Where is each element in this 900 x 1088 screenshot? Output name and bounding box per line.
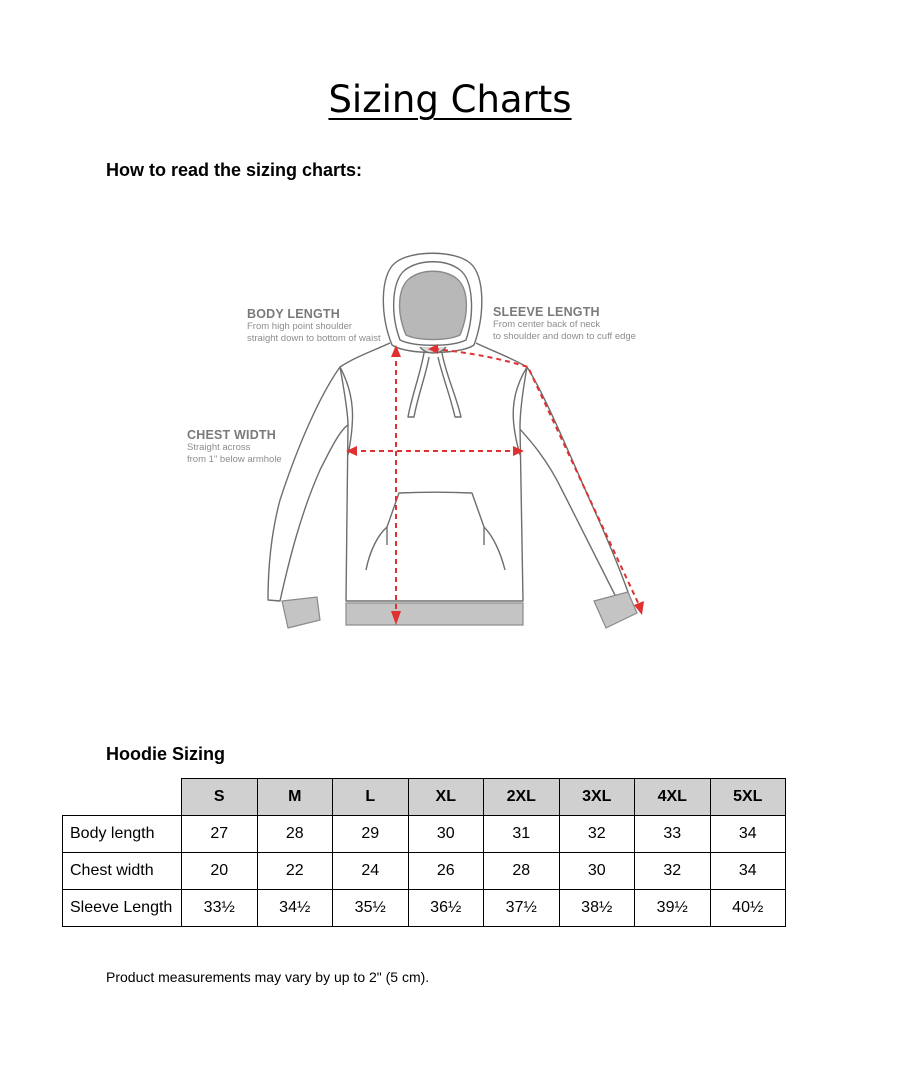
size-header-5xl: 5XL [710,779,786,816]
table-cell: 28 [484,853,560,890]
table-cell: 30 [559,853,635,890]
row-label: Chest width [63,853,182,890]
table-cell: 28 [257,816,333,853]
table-cell: 38½ [559,890,635,927]
chest-width-desc-2: from 1" below armhole [187,454,282,465]
table-cell: 34 [710,853,786,890]
table-row [63,853,786,890]
table-cell: 35½ [333,890,409,927]
table-cell: 22 [257,853,333,890]
table-cell: 27 [182,816,258,853]
table-cell: 34 [710,816,786,853]
size-header-2xl: 2XL [484,779,560,816]
table-cell: 20 [182,853,258,890]
table-cell: 30 [408,816,484,853]
table-cell: 24 [333,853,409,890]
body-length-desc-1: From high point shoulder [247,321,353,332]
hoodie-sizing-heading: Hoodie Sizing [106,744,225,764]
table-cell: 39½ [635,890,711,927]
row-label: Sleeve Length [63,890,182,927]
size-header-xl: XL [408,779,484,816]
sleeve-length-desc-1: From center back of neck [493,319,601,330]
page-title: Sizing Charts [328,78,572,121]
table-cell: 29 [333,816,409,853]
table-cell: 26 [408,853,484,890]
size-header-s: S [182,779,258,816]
measurement-footnote: Product measurements may vary by up to 2" (5 cm). [106,969,430,985]
size-header-l: L [333,779,409,816]
body-length-callout [247,307,381,345]
body-length-title: BODY LENGTH [247,307,340,321]
size-header-3xl: 3XL [559,779,635,816]
hoodie-diagram [180,245,660,635]
sleeve-length-callout [493,305,636,343]
table-cell: 32 [635,853,711,890]
table-cell: 37½ [484,890,560,927]
size-header-m: M [257,779,333,816]
table-cell: 34½ [257,890,333,927]
row-label: Body length [63,816,182,853]
table-cell: 33½ [182,890,258,927]
howto-heading: How to read the sizing charts: [106,160,363,180]
chest-width-desc-1: Straight across [187,442,251,453]
table-cell: 31 [484,816,560,853]
chest-width-title: CHEST WIDTH [187,428,276,442]
sleeve-length-desc-2: to shoulder and down to cuff edge [493,331,636,342]
body-length-desc-2: straight down to bottom of waist [247,333,381,344]
table-cell: 33 [635,816,711,853]
size-header-row [63,779,786,816]
sleeve-length-title: SLEEVE LENGTH [493,305,600,319]
size-header-4xl: 4XL [635,779,711,816]
hoodie-size-table [62,778,786,927]
table-cell: 36½ [408,890,484,927]
table-row [63,890,786,927]
table-cell: 32 [559,816,635,853]
table-row [63,816,786,853]
table-corner-cell [63,779,182,816]
chest-width-callout [187,428,282,466]
table-cell: 40½ [710,890,786,927]
